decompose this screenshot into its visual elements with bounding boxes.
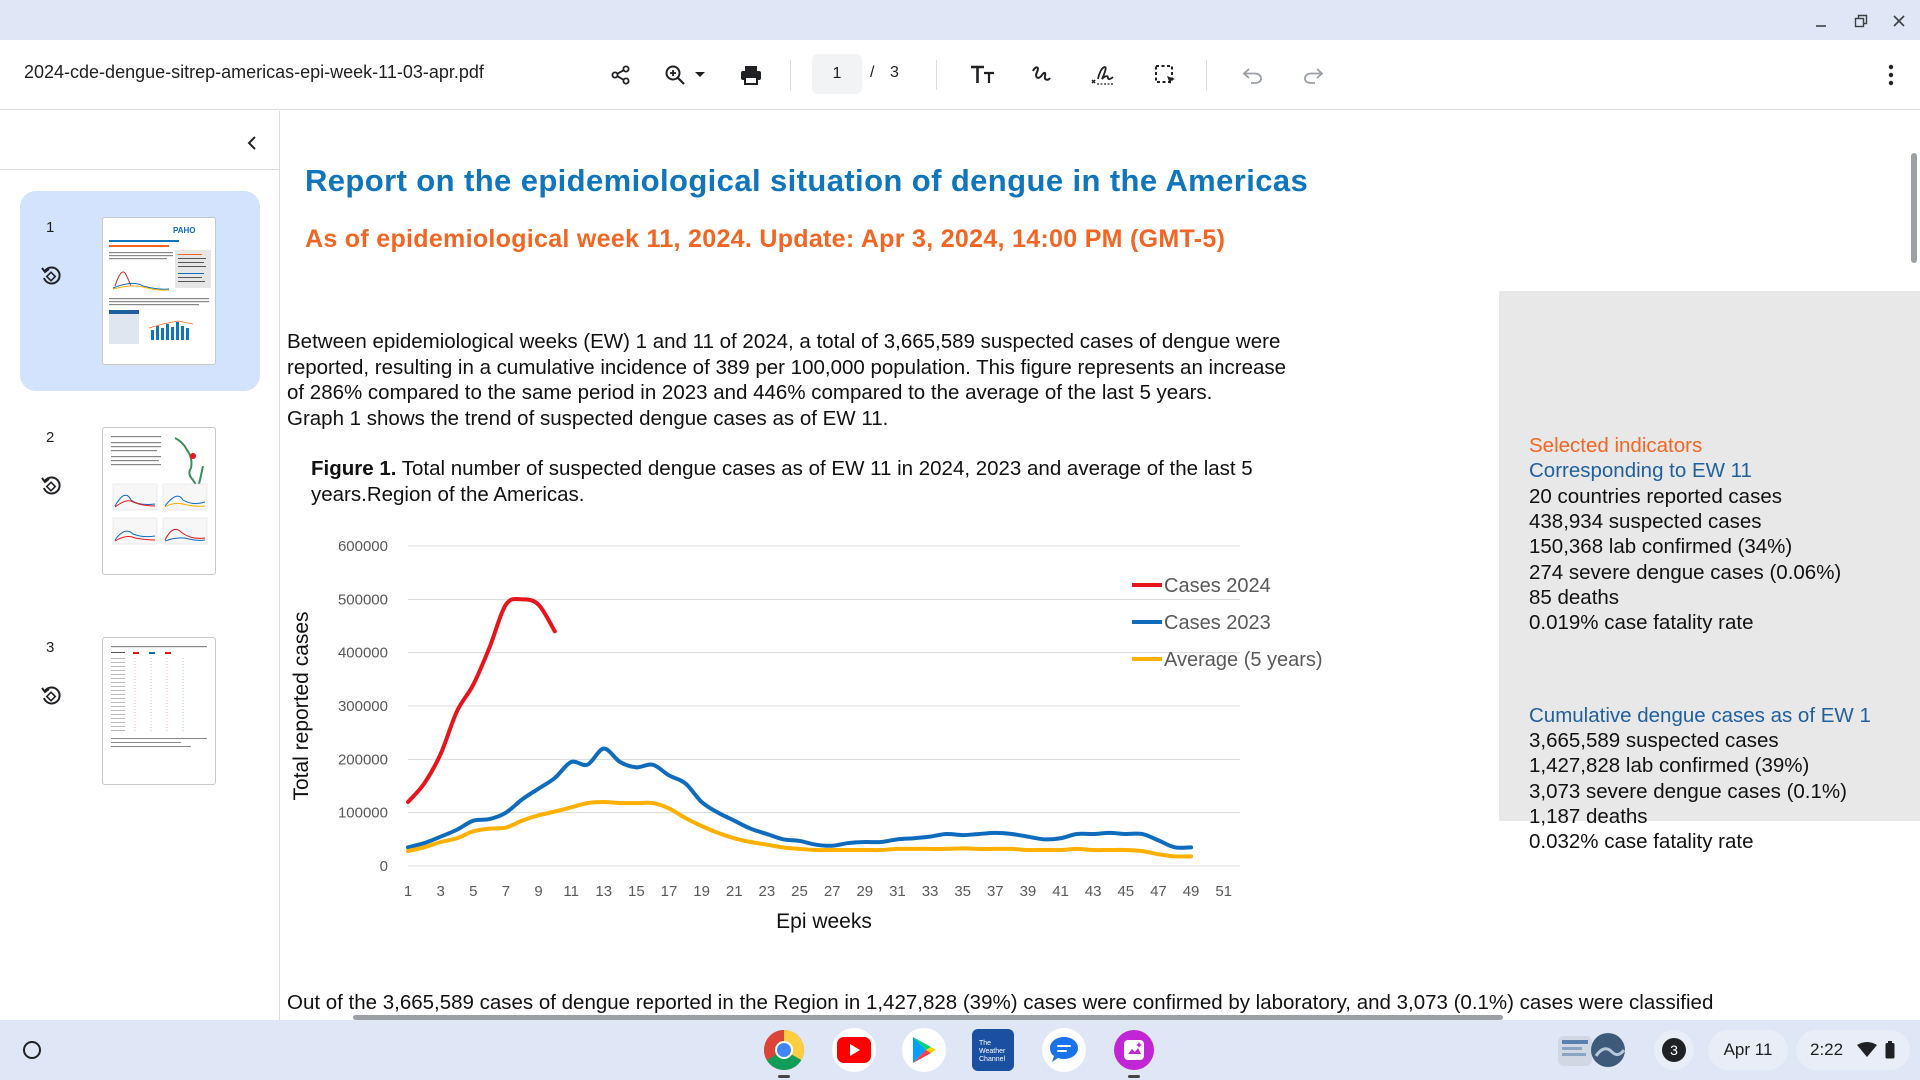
y-tick-label: 300000 [337,698,388,715]
legend-label: Average (5 years) [1164,649,1323,671]
report-title: Report on the epidemiological situation of dengue in the Americas [305,163,1309,198]
x-tick-label: 21 [725,883,743,900]
text-annotation-icon[interactable] [966,58,1000,92]
indicators-heading: Selected indicators [1529,434,1703,457]
x-tick-label: 1 [403,883,413,900]
thumbnail-page-3[interactable] [20,611,260,811]
x-tick-label: 45 [1117,883,1135,900]
x-tick-label: 11 [563,883,579,900]
redo-icon[interactable] [1296,58,1330,92]
notification-count: 3 [1662,1038,1686,1062]
x-tick-label: 5 [469,883,478,900]
report-subtitle: As of epidemiological week 11, 2024. Update: Apr 3, 2024, 14:00 PM (GMT-5) [305,225,1226,253]
launcher-icon[interactable] [12,1030,52,1070]
rotate-page-icon[interactable] [38,683,64,709]
collapse-sidebar-icon[interactable] [238,129,266,157]
total-pages: 3 [890,64,899,81]
page-number-input[interactable]: 1 [812,54,862,94]
x-tick-label: 17 [660,883,678,900]
undo-icon[interactable] [1236,58,1270,92]
y-tick-label: 200000 [337,751,388,769]
status-area[interactable] [1796,1030,1910,1070]
y-axis-label: Total reported cases [290,611,313,801]
restore-icon[interactable] [1848,8,1874,34]
x-tick-label: 25 [791,883,808,900]
sidebar-divider [0,169,280,170]
running-indicator [778,1075,790,1078]
legend-label: Cases 2024 [1164,575,1271,597]
share-icon[interactable] [604,58,638,92]
figure-caption-line-2: years.Region of the Americas. [311,482,585,506]
thumbnail-sidebar [0,111,280,1020]
x-tick-label: 15 [628,883,645,900]
figure-caption-label: Figure 1. [311,457,397,480]
x-tick-label: 51 [1215,883,1233,900]
series-line-1 [408,599,555,802]
indicator-line: 438,934 suspected cases [1529,510,1762,533]
battery-icon [1885,1041,1895,1059]
paragraph-line: reported, resulting in a cumulative incidence of 389 per 100,000 population. This figure represents an increase [287,355,1287,379]
thumbnail-number: 1 [46,219,55,236]
x-tick-label: 23 [758,883,776,900]
indicator-line: 274 severe dengue cases (0.06%) [1529,561,1842,584]
draw-icon[interactable] [1024,58,1058,92]
toolbar-divider [790,60,791,90]
cumulative-heading: Cumulative dengue cases as of EW 1 [1529,704,1871,727]
x-tick-label: 47 [1150,883,1167,900]
messages-icon[interactable] [1042,1028,1086,1072]
running-indicator [1128,1075,1140,1078]
window-title-bar [0,0,1920,40]
indicators-box [1499,291,1920,853]
x-tick-label: 49 [1182,883,1200,900]
x-tick-label: 39 [1019,883,1037,900]
paragraph-line: Between epidemiological weeks (EW) 1 and 11 of 2024, a total of 3,665,589 suspected cases of dengue were [287,330,1281,353]
signature-icon[interactable] [1086,58,1120,92]
indicator-line: 85 deaths [1529,586,1620,609]
thumbnail-number: 2 [46,429,55,446]
x-axis-label: Epi weeks [776,910,872,933]
paho-logo-text: PAHO [173,226,196,235]
x-tick-label: 7 [501,883,511,900]
indicators-subheading: Corresponding to EW 11 [1529,459,1752,482]
y-tick-label: 600000 [337,538,388,555]
rotate-page-icon[interactable] [38,263,64,289]
date-indicator[interactable]: Apr 11 [1708,1030,1788,1070]
paragraph-line: Graph 1 shows the trend of suspected dengue cases as of EW 11. [287,406,889,430]
cumulative-line: 3,665,589 suspected cases [1529,729,1779,752]
indicator-line: 0.019% case fatality rate [1529,611,1754,634]
dengue-cases-line-chart [290,531,1323,1051]
y-tick-label: 400000 [337,644,388,662]
page-thumbnail-image [102,637,216,785]
figure-caption [311,456,1481,507]
x-tick-label: 35 [954,883,972,900]
gallery-icon[interactable] [1112,1028,1156,1072]
youtube-icon[interactable] [832,1028,876,1072]
more-options-icon[interactable] [1874,58,1908,92]
chrome-icon[interactable] [762,1028,806,1072]
page-thumbnail-image [102,427,216,575]
pdf-toolbar [0,40,1920,110]
rotate-page-icon[interactable] [38,473,64,499]
bottom-paragraph-line: Out of the 3,665,589 cases of dengue reported in the Region in 1,427,828 (39%) cases were confirmed by laboratory, and 3,073 (0.1%) cases were classified [287,991,1714,1014]
y-tick-label: 0 [379,858,388,875]
file-name: 2024-cde-dengue-sitrep-americas-epi-week-11-03-apr.pdf [24,62,484,82]
clock-time: 2:22 [1810,1040,1844,1059]
legend-label: Cases 2023 [1164,612,1271,634]
minimize-icon[interactable] [1808,8,1834,34]
x-tick-label: 3 [436,883,445,900]
y-tick-label: 100000 [337,804,388,822]
page-separator: / [870,64,875,81]
x-tick-label: 43 [1084,883,1102,900]
toolbar-divider [936,60,937,90]
x-tick-label: 31 [889,883,906,900]
weather-channel-icon[interactable] [972,1029,1014,1071]
cumulative-line: 3,073 severe dengue cases (0.1%) [1529,780,1847,803]
print-icon[interactable] [734,58,768,92]
x-tick-label: 9 [534,883,543,900]
x-tick-label: 37 [986,883,1004,900]
close-icon[interactable] [1886,8,1912,34]
intro-paragraph [287,329,1487,431]
svg-text:Weather: Weather [979,1048,1006,1055]
y-tick-label: 500000 [337,591,388,609]
series-line-2 [408,749,1191,848]
toolbar-divider [1206,60,1207,90]
figure-caption-text: Total number of suspected dengue cases as of EW 11 in 2024, 2023 and average of the last 5 [396,457,1253,480]
zoom-in-icon[interactable] [658,58,692,92]
thumbnail-page-2[interactable] [20,401,260,601]
wifi-icon [1857,1042,1877,1058]
zoom-dropdown-icon[interactable] [688,58,712,92]
x-tick-label: 27 [823,883,841,900]
indicator-line: 20 countries reported cases [1529,485,1782,508]
x-tick-label: 13 [595,883,613,900]
series-line-3 [408,802,1191,857]
weather-app-text: The [979,1040,992,1047]
svg-text:Channel: Channel [979,1056,1006,1063]
cumulative-line: 1,187 deaths [1529,805,1648,828]
page-thumbnail-image [102,217,216,365]
play-store-icon[interactable] [902,1028,946,1072]
thumbnail-number: 3 [46,639,55,656]
x-tick-label: 19 [693,883,710,900]
x-tick-label: 33 [921,883,939,900]
x-tick-label: 29 [856,883,874,900]
system-shelf [0,1020,1920,1080]
selection-tool-icon[interactable] [1148,58,1182,92]
cumulative-line: 1,427,828 lab confirmed (39%) [1529,754,1810,777]
notification-count-badge[interactable] [1654,1030,1694,1070]
indicator-line: 150,368 lab confirmed (34%) [1529,535,1793,558]
cumulative-line: 0.032% case fatality rate [1529,830,1754,853]
pdf-document-view[interactable] [281,111,1920,1020]
tote-holding-space[interactable] [1552,1030,1632,1070]
paragraph-line: of 286% compared to the same period in 2023 and 446% compared to the average of the last 5 years. [287,381,1213,404]
thumbnail-page-1[interactable] [20,191,260,391]
x-tick-label: 41 [1052,883,1069,900]
vertical-scrollbar[interactable] [1911,153,1917,263]
